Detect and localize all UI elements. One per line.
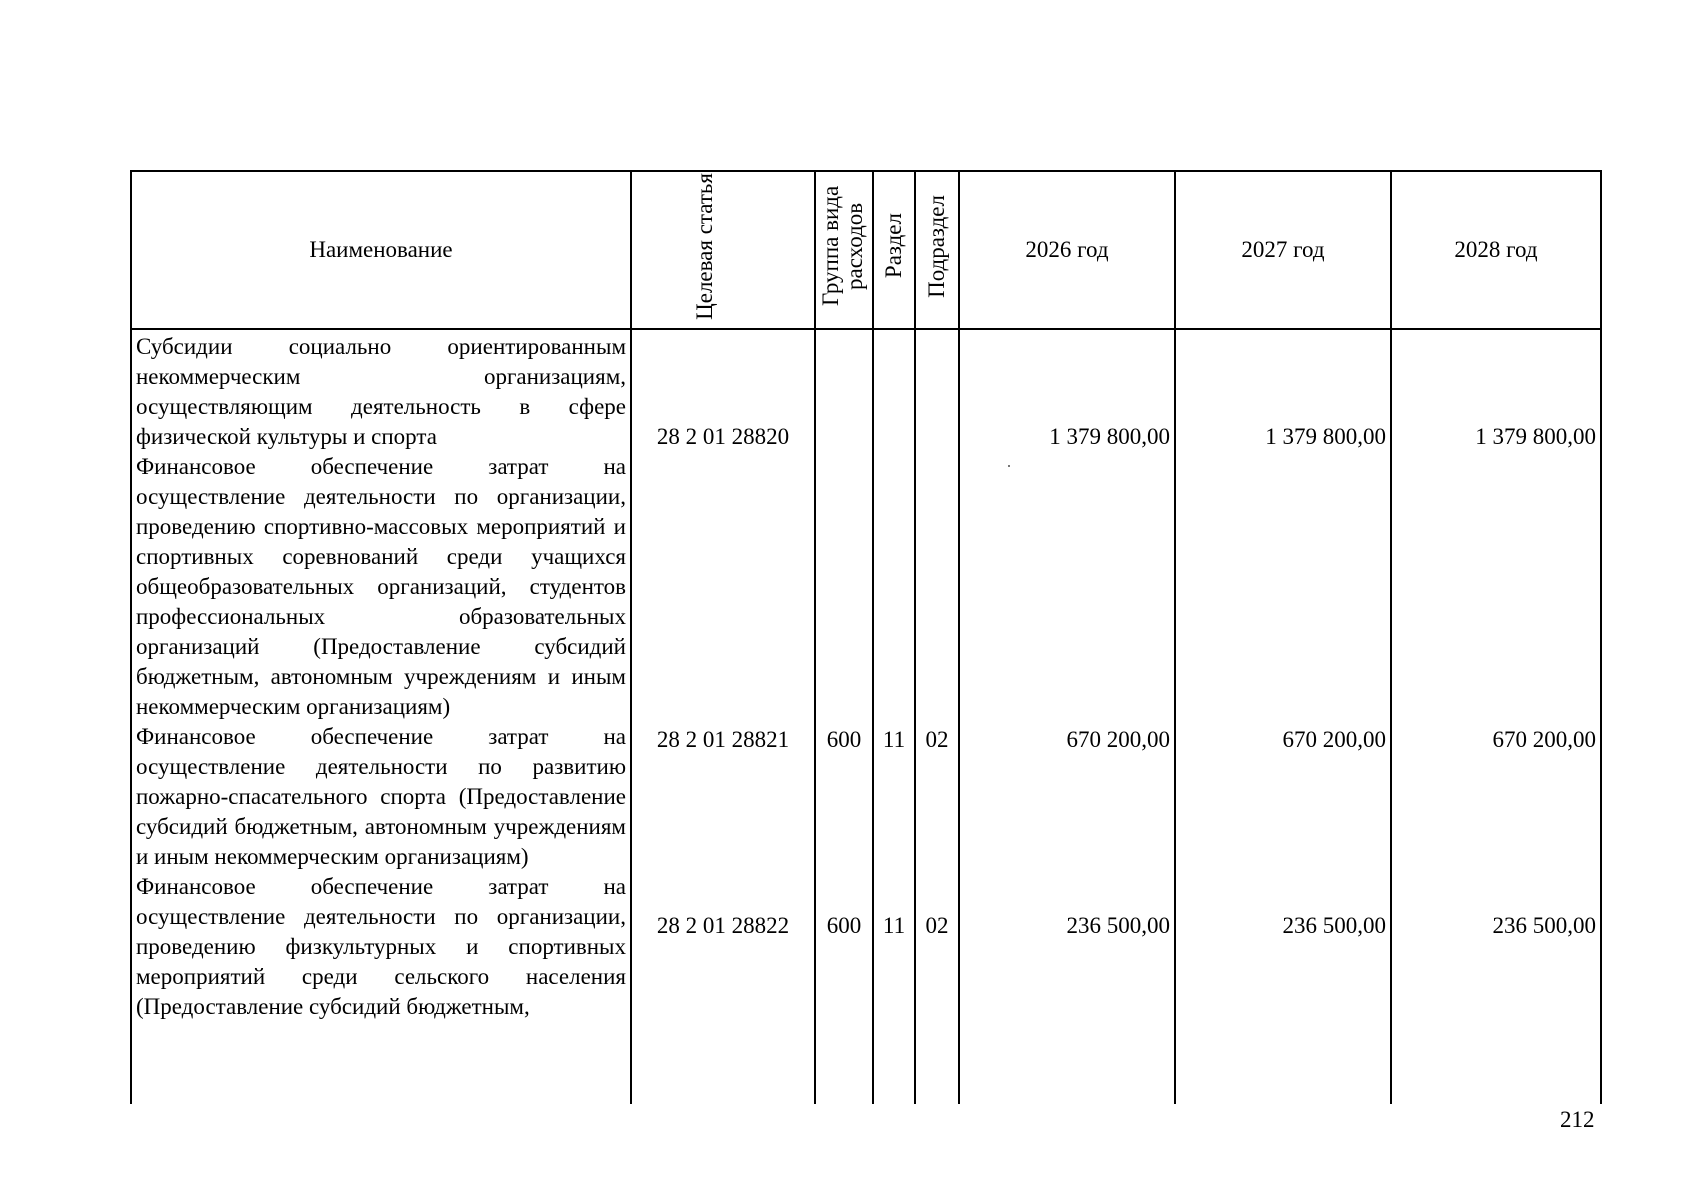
header-section: Раздел [873, 171, 915, 329]
page-number: 212 [1560, 1107, 1595, 1132]
row-name-4: Финансовое обеспечение затрат на осуществление деятельности по организации, проведению физкультурных и спортивных мероприятий среди сельского населения (Предоставление субсидий бюджетным, [136, 874, 626, 1019]
header-subsection: Подраздел [915, 171, 959, 329]
row-2028-2: 670 200,00 [1492, 727, 1596, 752]
row-section-3: 11 [882, 913, 906, 938]
row-code-2: 28 2 01 28821 [656, 727, 790, 752]
y2026-column [959, 329, 1175, 1104]
budget-table [130, 170, 1602, 1104]
header-name: Наименование [131, 171, 631, 329]
section-column [873, 329, 915, 1104]
header-target: Целевая статья [631, 171, 815, 329]
row-group-2: 600 [826, 727, 862, 752]
header-2028: 2028 год [1391, 171, 1601, 329]
y2027-column [1175, 329, 1391, 1104]
row-names-cell [131, 329, 631, 1104]
scan-speck [1008, 465, 1010, 467]
row-2028-3: 236 500,00 [1492, 913, 1596, 938]
table-row [131, 329, 1601, 1104]
row-code-1: 28 2 01 28820 [656, 424, 790, 449]
row-2028-1: 1 379 800,00 [1475, 424, 1596, 449]
header-2027: 2027 год [1175, 171, 1391, 329]
row-2026-1: 1 379 800,00 [1049, 424, 1170, 449]
row-subsection-3: 02 [925, 913, 949, 938]
group-column [815, 329, 873, 1104]
row-2027-1: 1 379 800,00 [1265, 424, 1386, 449]
row-name-1: Субсидии социально ориентированным некоммерческим организациям, осуществляющим деятельность в сфере физической культуры и спорта [136, 334, 626, 449]
header-group: Группа вида расходов [815, 171, 873, 329]
row-subsection-2: 02 [925, 727, 949, 752]
row-group-3: 600 [826, 913, 862, 938]
row-2027-3: 236 500,00 [1282, 913, 1386, 938]
table-header-row [131, 171, 1601, 329]
row-name-3: Финансовое обеспечение затрат на осуществление деятельности по развитию пожарно-спасательного спорта (Предоставление субсидий бюджетным, автономным учреждениям и иным некоммерческим организациям) [136, 724, 626, 869]
code-column [631, 329, 815, 1104]
subsection-column [915, 329, 959, 1104]
y2028-column [1391, 329, 1601, 1104]
row-2026-3: 236 500,00 [1066, 913, 1170, 938]
row-2027-2: 670 200,00 [1282, 727, 1386, 752]
row-section-2: 11 [882, 727, 906, 752]
row-code-3: 28 2 01 28822 [656, 913, 790, 938]
row-name-2: Финансовое обеспечение затрат на осуществление деятельности по организации, проведению спортивно-массовых мероприятий и спортивных соревнований среди учащихся общеобразовательных организаций, студентов профессиональных образовательных организаций (Предоставление субсидий бюджетным, автономным учреждениям и иным некоммерческим организациям) [136, 454, 626, 719]
row-2026-2: 670 200,00 [1066, 727, 1170, 752]
header-2026: 2026 год [959, 171, 1175, 329]
